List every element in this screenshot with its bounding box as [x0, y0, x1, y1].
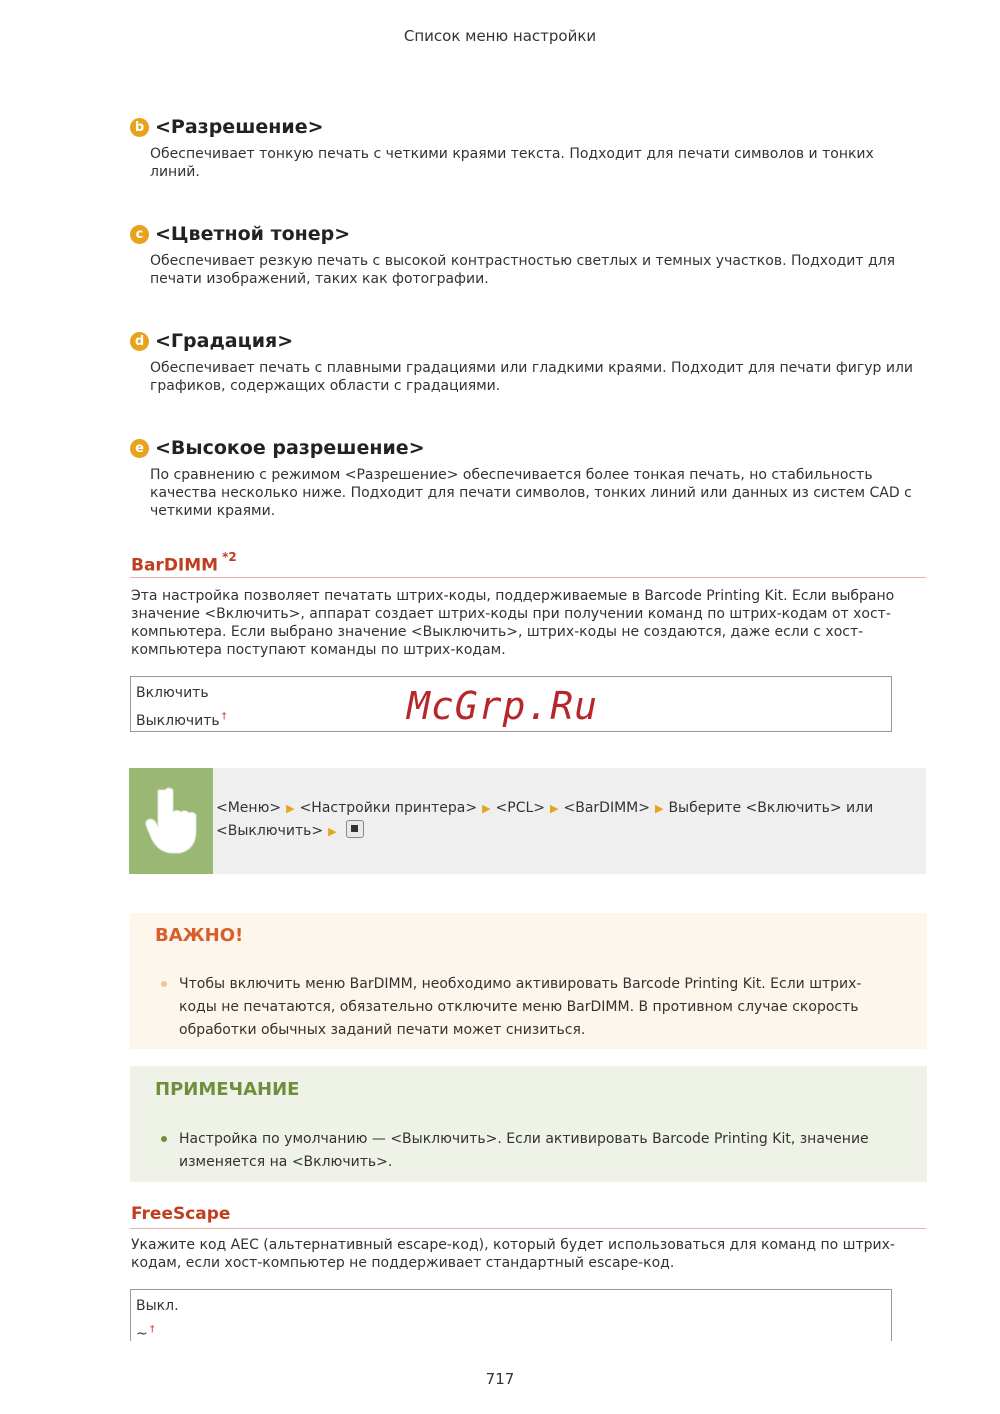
- badge-b-icon: b: [130, 118, 149, 137]
- freescape-description: Укажите код AEC (альтернативный escape-код), который будет использоваться для команд по штрих-кодам, если хост-компьютер не поддерживает стандартный escape-код.: [131, 1237, 895, 1271]
- bardimm-title: [131, 550, 237, 576]
- item-description: Обеспечивает печать с плавными градациями или гладкими краями. Подходит для печати фигур или графиков, содержащих области с градациями.: [150, 360, 914, 394]
- item-description: Обеспечивает резкую печать с высокой контрастностью светлых и темных участков. Подходит для печати изображений, таких как фотографии.: [150, 253, 896, 287]
- running-header: Список меню настройки: [403, 27, 597, 45]
- default-mark: †: [221, 711, 227, 722]
- badge-d-icon: d: [130, 332, 149, 351]
- nav-step-menu: <Меню>: [216, 800, 282, 816]
- item-title: <Цветной тонер>: [155, 223, 351, 245]
- page-number: 717: [485, 1370, 515, 1388]
- default-mark: †: [149, 1324, 155, 1335]
- freescape-title: FreeScape: [131, 1204, 231, 1224]
- navigation-path: [216, 797, 906, 843]
- important-title: ВАЖНО!: [155, 925, 244, 946]
- arrow-right-icon: ▶: [328, 825, 337, 838]
- item-title: <Градация>: [155, 330, 294, 352]
- section-divider: [130, 1228, 926, 1229]
- home-icon: [346, 820, 364, 838]
- item-description: По сравнению с режимом <Разрешение> обеспечивается более тонкая печать, но стабильность качества несколько ниже. Подходит для печати символов, тонких линий или данных из систем CAD с четкими краями.: [150, 467, 912, 519]
- arrow-right-icon: ▶: [482, 802, 491, 815]
- watermark: McGrp.Ru: [407, 684, 599, 728]
- item-description: Обеспечивает тонкую печать с четкими краями текста. Подходит для печати символов и тонких линий.: [150, 146, 874, 180]
- item-heading-resolution: [130, 116, 324, 138]
- nav-step-printer-settings: <Настройки принтера>: [299, 800, 478, 816]
- item-title: <Высокое разрешение>: [155, 437, 425, 459]
- arrow-right-icon: ▶: [550, 802, 559, 815]
- hand-panel: [129, 768, 213, 874]
- note-title: ПРИМЕЧАНИЕ: [155, 1079, 300, 1100]
- bullet-icon: [161, 1136, 167, 1142]
- item-title: <Разрешение>: [155, 116, 324, 138]
- option-enable: Включить: [136, 685, 209, 701]
- item-heading-color-toner: [130, 223, 350, 245]
- option-label: ~: [136, 1326, 148, 1342]
- item-heading-high-resolution: [130, 437, 425, 459]
- freescape-options-box: [130, 1289, 892, 1341]
- option-label: Выключить: [136, 713, 220, 729]
- nav-step-select: Выберите <Включить> или <Выключить>: [216, 800, 874, 839]
- important-text: Чтобы включить меню BarDIMM, необходимо активировать Barcode Printing Kit. Если штрих-коды не печатаются, обязательно отключите меню BarDIMM. В противном случае скорость обработки обычных заданий печати может снизиться.: [179, 976, 862, 1038]
- item-heading-gradation: [130, 330, 293, 352]
- badge-c-icon: c: [130, 225, 149, 244]
- section-divider: [130, 577, 926, 578]
- bullet-icon: [161, 981, 167, 987]
- section-title-text: BarDIMM: [131, 555, 219, 576]
- arrow-right-icon: ▶: [654, 802, 664, 815]
- note-text: Настройка по умолчанию — <Выключить>. Если активировать Barcode Printing Kit, значение изменяется на <Включить>.: [179, 1131, 869, 1170]
- nav-step-pcl: <PCL>: [495, 800, 546, 816]
- hand-pointer-icon: [129, 768, 213, 874]
- badge-e-icon: e: [130, 439, 149, 458]
- nav-step-bardimm: <BarDIMM>: [563, 800, 650, 816]
- option-tilde: [136, 1318, 891, 1346]
- option-off: Выкл.: [136, 1298, 179, 1314]
- footnote-mark: *2: [222, 550, 237, 564]
- arrow-right-icon: ▶: [286, 802, 295, 815]
- bardimm-description: Эта настройка позволяет печатать штрих-коды, поддерживаемые в Barcode Printing Kit. Если выбрано значение <Включить>, аппарат создает штрих-коды при получении команд по штрих-кодам от хост-компьютера. Если выбрано значение <Выключить>, штрих-коды не создаются, даже если с хост-компьютера поступают команды по штрих-кодам.: [131, 588, 895, 658]
